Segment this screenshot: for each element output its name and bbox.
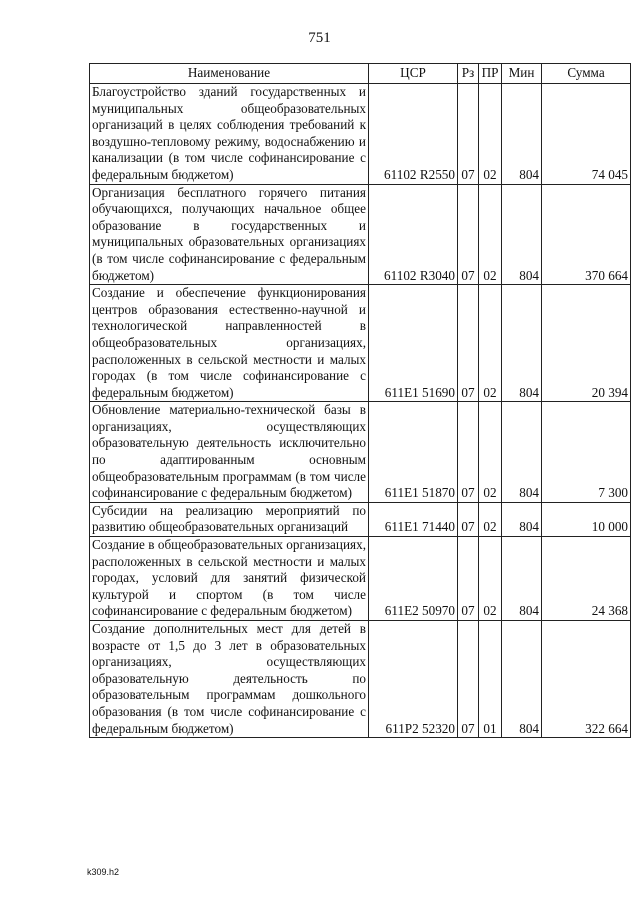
row-sum: 370 664	[542, 184, 631, 285]
row-csr: 611E1 51690	[369, 285, 458, 402]
row-rz: 07	[458, 184, 479, 285]
row-pr: 02	[479, 537, 502, 621]
table-header-row	[90, 64, 631, 84]
row-pr: 02	[479, 285, 502, 402]
header-rz: Рз	[458, 64, 479, 84]
row-sum: 24 368	[542, 537, 631, 621]
row-name: Создание в общеобразовательных организациях, расположенных в сельской местности и малых городах, условий для занятий физической культурой и спортом (в том числе софинансирование с федеральным бюджетом)	[90, 537, 369, 621]
row-rz: 07	[458, 502, 479, 536]
row-rz: 07	[458, 402, 479, 503]
row-sum: 10 000	[542, 502, 631, 536]
table-row	[90, 621, 631, 738]
page-number: 751	[308, 30, 331, 46]
row-pr: 01	[479, 621, 502, 738]
row-name: Субсидии на реализацию мероприятий по развитию общеобразовательных организаций	[90, 502, 369, 536]
row-min: 804	[502, 621, 542, 738]
table-row	[90, 502, 631, 536]
row-name: Организация бесплатного горячего питания обучающихся, получающих начальное общее образование в государственных и муниципальных образовательных организациях (в том числе софинансирование с федеральным бюджетом)	[90, 184, 369, 285]
row-rz: 07	[458, 621, 479, 738]
row-sum: 322 664	[542, 621, 631, 738]
header-csr: ЦСР	[369, 64, 458, 84]
row-name: Создание дополнительных мест для детей в возрасте от 1,5 до 3 лет в образовательных организациях, осуществляющих образовательную деятельность по образовательным программам дошкольного образования (в том числе софинансирование с федеральным бюджетом)	[90, 621, 369, 738]
row-pr: 02	[479, 402, 502, 503]
row-min: 804	[502, 285, 542, 402]
row-pr: 02	[479, 84, 502, 185]
row-min: 804	[502, 537, 542, 621]
table-row	[90, 84, 631, 185]
row-csr: 611P2 52320	[369, 621, 458, 738]
table-row	[90, 402, 631, 503]
row-name: Благоустройство зданий государственных и муниципальных общеобразовательных организаций в целях соблюдения требований к воздушно-тепловому режиму, водоснабжению и канализации (в том числе софинансирование с федеральным бюджетом)	[90, 84, 369, 185]
header-name: Наименование	[90, 64, 369, 84]
row-name: Обновление материально-технической базы в организациях, осуществляющих образовательную деятельность исключительно по адаптированным основным общеобразовательным программам (в том числе софинансирование с федеральным бюджетом)	[90, 402, 369, 503]
row-csr: 61102 R3040	[369, 184, 458, 285]
row-min: 804	[502, 184, 542, 285]
row-sum: 20 394	[542, 285, 631, 402]
header-pr: ПР	[479, 64, 502, 84]
header-min: Мин	[502, 64, 542, 84]
footer-code: k309.h2	[87, 867, 120, 877]
row-rz: 07	[458, 285, 479, 402]
row-csr: 611E2 50970	[369, 537, 458, 621]
table-row	[90, 285, 631, 402]
row-pr: 02	[479, 502, 502, 536]
budget-table	[89, 63, 631, 738]
row-csr: 611E1 71440	[369, 502, 458, 536]
row-csr: 61102 R2550	[369, 84, 458, 185]
row-sum: 7 300	[542, 402, 631, 503]
row-rz: 07	[458, 84, 479, 185]
row-pr: 02	[479, 184, 502, 285]
row-name: Создание и обеспечение функционирования центров образования естественно-научной и технологической направленностей в общеобразовательных организациях, расположенных в сельской местности и малых городах (в том числе софинансирование с федеральным бюджетом)	[90, 285, 369, 402]
header-sum: Сумма	[542, 64, 631, 84]
row-min: 804	[502, 502, 542, 536]
row-min: 804	[502, 84, 542, 185]
table-row	[90, 184, 631, 285]
row-min: 804	[502, 402, 542, 503]
row-csr: 611E1 51870	[369, 402, 458, 503]
table-row	[90, 537, 631, 621]
row-rz: 07	[458, 537, 479, 621]
row-sum: 74 045	[542, 84, 631, 185]
